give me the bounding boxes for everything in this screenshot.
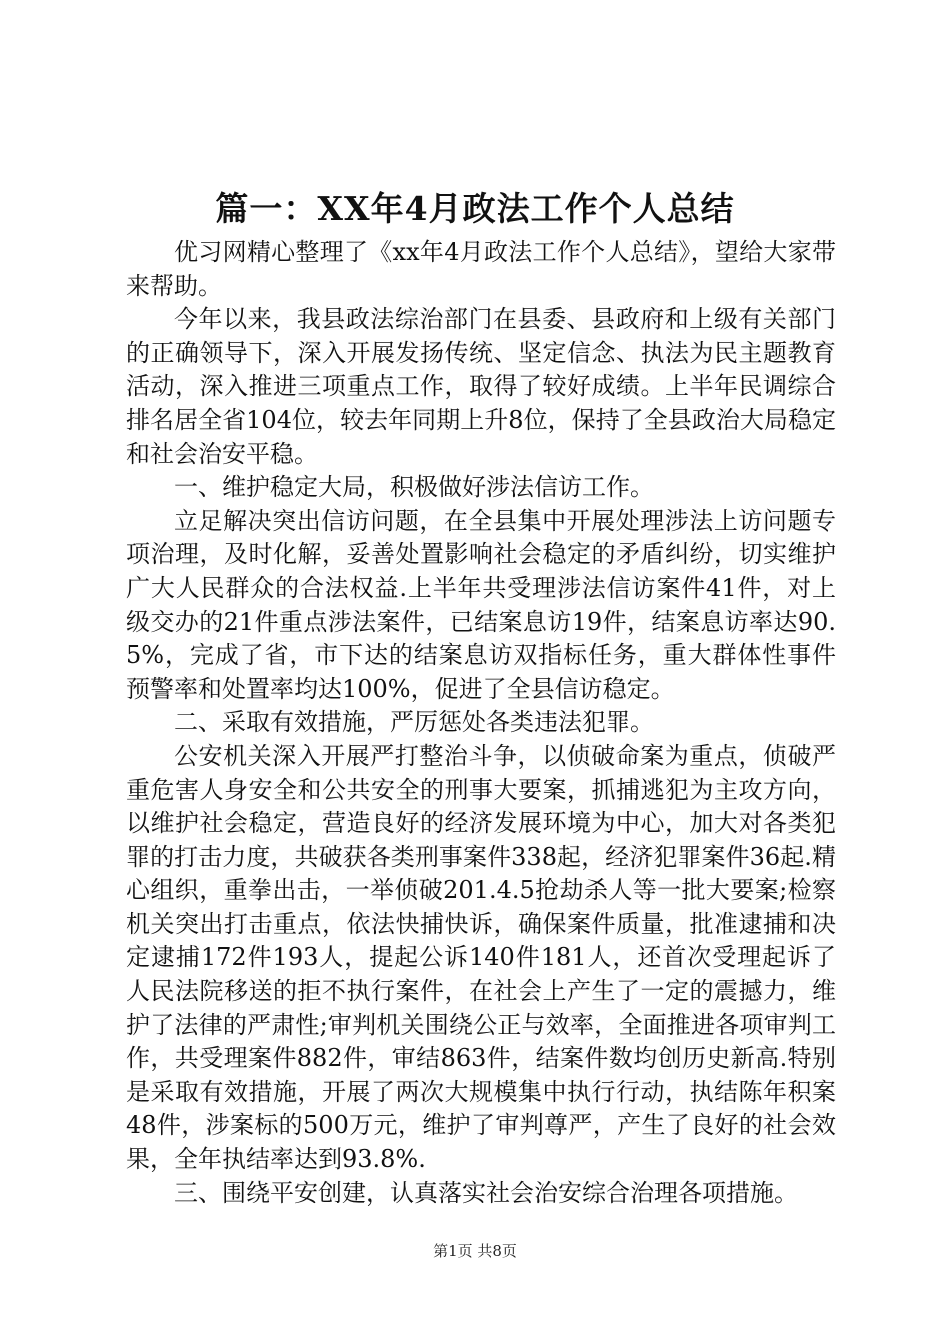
document-title: 篇一：XX年4月政法工作个人总结 (215, 189, 735, 228)
paragraph-intro: 优习网精心整理了《xx年4月政法工作个人总结》，望给大家带来帮助。 (126, 238, 836, 300)
section-heading-1: 一、维护稳定大局，积极做好涉法信访工作。 (174, 473, 654, 502)
page-footer: 第1页 共8页 (433, 1242, 517, 1260)
section-heading-3: 三、围绕平安创建，认真落实社会治安综合治理各项措施。 (174, 1178, 798, 1207)
paragraph-petition: 立足解决突出信访问题，在全县集中开展处理涉法上访问题专项治理，及时化解，妥善处置影响社会稳定的矛盾纠纷，切实维护广大人民群众的合法权益.上半年共受理涉法信访案件41件，对上级交办的21件重点涉法案件，已结案息访19件，结案息访率达90.5%，完成了省，市下达的结案息访双指标任务，重大群体性事件预警率和处置率均达100%，促进了全县信访稳定。 (126, 506, 836, 703)
section-heading-2: 二、采取有效措施，严厉惩处各类违法犯罪。 (174, 708, 654, 737)
paragraph-overview: 今年以来，我县政法综治部门在县委、县政府和上级有关部门的正确领导下，深入开展发扬传统、坚定信念、执法为民主题教育活动，深入推进三项重点工作，取得了较好成绩。上半年民调综合排名居全省104位，较去年同期上升8位，保持了全县政治大局稳定和社会治安平稳。 (126, 305, 836, 468)
document-body (126, 236, 836, 1210)
paragraph-crime-crackdown: 公安机关深入开展严打整治斗争，以侦破命案为重点，侦破严重危害人身安全和公共安全的刑事大要案，抓捕逃犯为主攻方向，以维护社会稳定，营造良好的经济发展环境为中心，加大对各类犯罪的打击力度，共破获各类刑事案件338起，经济犯罪案件36起.精心组织，重拳出击，一举侦破201.4.5抢劫杀人等一批大要案;检察机关突出打击重点，依法快捕快诉，确保案件质量，批准逮捕和决定逮捕172件193人，提起公诉140件181人，还首次受理起诉了人民法院移送的拒不执行案件，在社会上产生了一定的震撼力，维护了法律的严肃性;审判机关围绕公正与效率，全面推进各项审判工作，共受理案件882件，审结863件，结案件数均创历史新高.特别是采取有效措施，开展了两次大规模集中执行行动，执结陈年积案48件，涉案标的500万元，维护了审判尊严，产生了良好的社会效果，全年执结率达到93.8%. (126, 741, 836, 1174)
